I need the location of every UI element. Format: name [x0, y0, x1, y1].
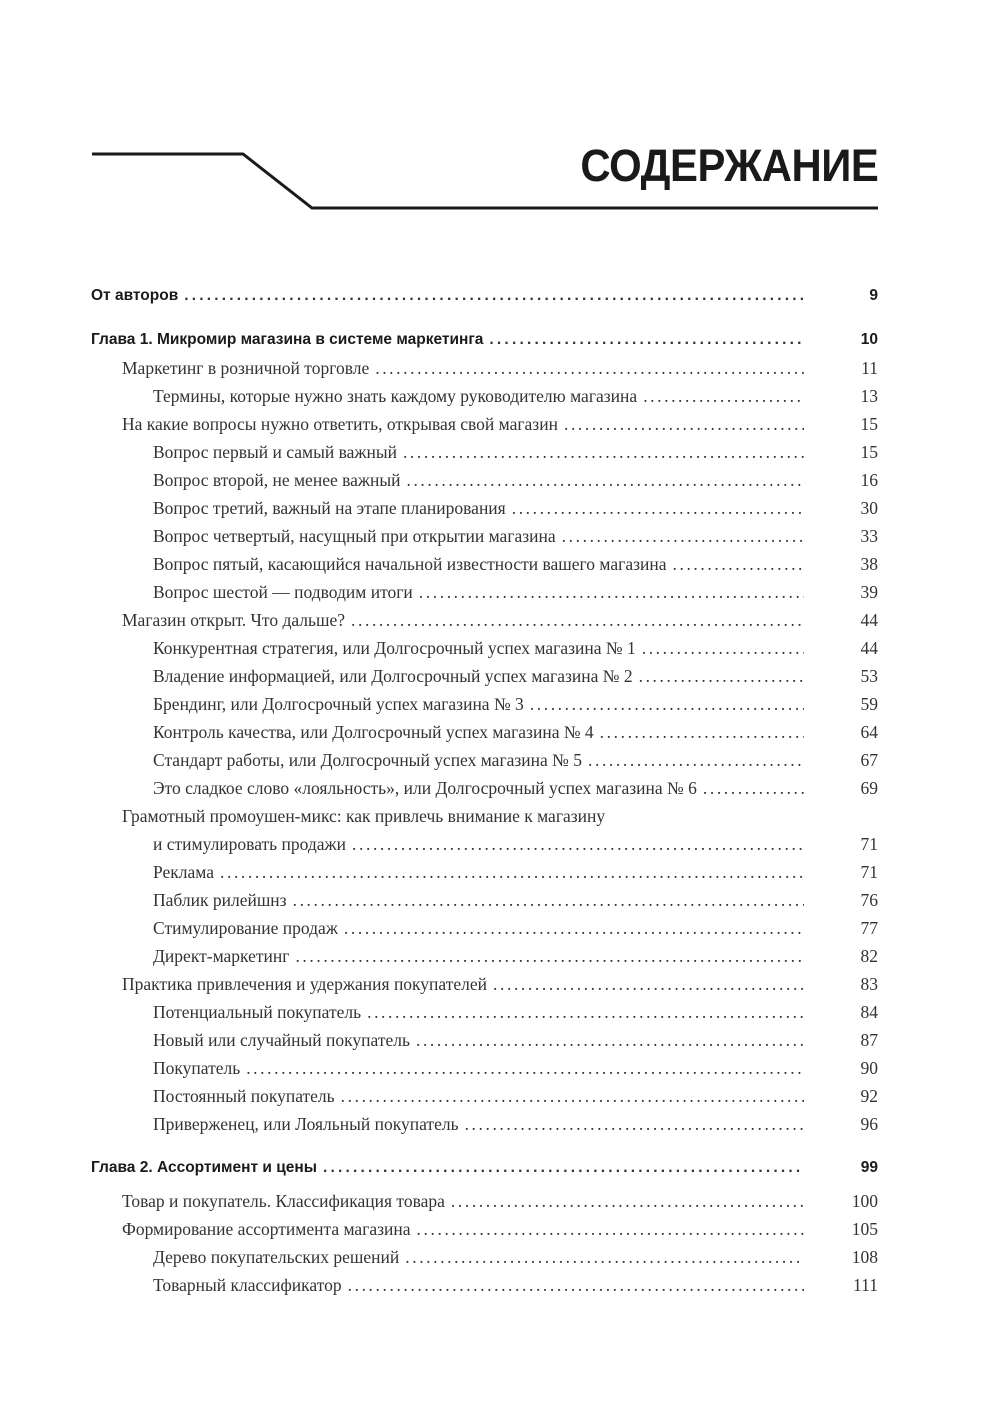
toc-entry-label: Реклама [153, 858, 220, 886]
toc-entry-label: Дерево покупательских решений [153, 1243, 405, 1271]
toc-entry-page: 100 [851, 1191, 878, 1211]
toc-entry-label: От авторов [91, 282, 184, 310]
toc-entry[interactable] [91, 998, 878, 1026]
toc-entry-label: Вопрос четвертый, насущный при открытии магазина [153, 522, 562, 550]
toc-entry[interactable] [91, 718, 878, 746]
toc-entry-page: 59 [860, 694, 878, 714]
toc-entry-page: 30 [860, 498, 878, 518]
toc-entry-page: 76 [860, 890, 878, 910]
toc-entry-label: Директ-маркетинг [153, 942, 295, 970]
toc-entry-page: 13 [860, 386, 878, 406]
toc-entry-page: 111 [853, 1275, 878, 1295]
toc-entry[interactable] [91, 522, 878, 550]
toc-entry-page: 92 [860, 1086, 878, 1106]
toc-entry-label: Товар и покупатель. Классификация товара [122, 1187, 451, 1215]
toc-entry-label: Приверженец, или Лояльный покупатель [153, 1110, 465, 1138]
toc-entry-label: Брендинг, или Долгосрочный успех магазина № 3 [153, 690, 530, 718]
toc-entry-label: Владение информацией, или Долгосрочный успех магазина № 2 [153, 662, 639, 690]
toc-entry[interactable] [91, 578, 878, 606]
leader-dots [493, 970, 804, 998]
leader-dots [323, 1154, 804, 1182]
leader-dots [588, 746, 804, 774]
toc-entry-page: 15 [860, 414, 878, 434]
toc-entry[interactable] [91, 774, 878, 802]
toc-entry[interactable] [91, 354, 878, 382]
leader-dots [348, 1271, 804, 1299]
toc-entry[interactable] [91, 410, 878, 438]
leader-dots [367, 998, 804, 1026]
toc-entry-label: Стимулирование продаж [153, 914, 344, 942]
leader-dots [416, 1026, 804, 1054]
toc-entry-label: Товарный классификатор [153, 1271, 348, 1299]
leader-dots [465, 1110, 804, 1138]
toc-entry-label: Формирование ассортимента магазина [122, 1215, 417, 1243]
toc-entry[interactable] [91, 438, 878, 466]
toc-entry-page: 71 [860, 834, 878, 854]
toc-entry-authors[interactable] [91, 282, 878, 310]
toc-entry[interactable] [91, 382, 878, 410]
toc-entry-page: 11 [861, 358, 878, 378]
toc-entry-page: 87 [860, 1030, 878, 1050]
leader-dots [295, 942, 804, 970]
toc-entry[interactable] [91, 550, 878, 578]
toc-entry-page: 69 [860, 778, 878, 798]
toc-entry[interactable] [91, 1215, 878, 1243]
leader-dots [419, 578, 804, 606]
toc-entry-page: 105 [851, 1219, 878, 1239]
toc-entry[interactable] [91, 746, 878, 774]
toc-entry-page: 96 [860, 1114, 878, 1134]
toc-entry-label: Покупатель [153, 1054, 246, 1082]
toc-entry-label: Термины, которые нужно знать каждому руководителю магазина [153, 382, 643, 410]
leader-dots [451, 1187, 804, 1215]
toc-entry-page: 53 [860, 666, 878, 686]
toc-entry-label: Это сладкое слово «лояльность», или Долгосрочный успех магазина № 6 [153, 774, 703, 802]
leader-dots [352, 830, 804, 858]
leader-dots [344, 914, 804, 942]
toc-entry[interactable] [91, 1026, 878, 1054]
leader-dots [564, 410, 804, 438]
leader-dots [600, 718, 804, 746]
toc-entry-label: Вопрос второй, не менее важный [153, 466, 406, 494]
toc-entry[interactable] [91, 858, 878, 886]
toc-entry-label: Вопрос шестой — подводим итоги [153, 578, 419, 606]
toc-entry-label: Вопрос пятый, касающийся начальной известности вашего магазина [153, 550, 673, 578]
toc-entry-page: 90 [860, 1058, 878, 1078]
page-title: СОДЕРЖАНИЕ [580, 140, 878, 191]
leader-dots [246, 1054, 804, 1082]
leader-dots [403, 438, 804, 466]
leader-dots [405, 1243, 804, 1271]
toc-entry-label: Новый или случайный покупатель [153, 1026, 416, 1054]
leader-dots [530, 690, 804, 718]
toc-entry-label: Вопрос третий, важный на этапе планирования [153, 494, 512, 522]
toc-entry-label: Практика привлечения и удержания покупателей [122, 970, 493, 998]
toc-entry[interactable] [91, 634, 878, 662]
leader-dots [703, 774, 804, 802]
toc-entry-page: 16 [860, 470, 878, 490]
toc-entry-label: Контроль качества, или Долгосрочный успех магазина № 4 [153, 718, 600, 746]
toc-entry-label: Глава 1. Микромир магазина в системе маркетинга [91, 326, 489, 354]
toc-entry-label: Глава 2. Ассортимент и цены [91, 1154, 323, 1182]
toc-entry-label: На какие вопросы нужно ответить, открывая свой магазин [122, 410, 564, 438]
toc-entry-label: Постоянный покупатель [153, 1082, 341, 1110]
toc-entry-page: 99 [860, 1159, 878, 1176]
toc-entry[interactable] [91, 1054, 878, 1082]
toc-chapter-2[interactable] [91, 1154, 878, 1182]
toc-entry[interactable] [91, 1271, 878, 1299]
toc-entry-page: 9 [869, 287, 878, 304]
toc-entry-label: Вопрос первый и самый важный [153, 438, 403, 466]
leader-dots [562, 522, 804, 550]
toc-entry[interactable] [91, 942, 878, 970]
toc-entry-label: Магазин открыт. Что дальше? [122, 606, 351, 634]
toc-entry[interactable] [91, 914, 878, 942]
toc-entry-page: 77 [860, 918, 878, 938]
leader-dots [351, 606, 804, 634]
toc-entry-page: 15 [860, 442, 878, 462]
toc-entry-page: 71 [860, 862, 878, 882]
toc-entry-page: 67 [860, 750, 878, 770]
table-of-contents [91, 282, 878, 1299]
leader-dots [639, 662, 804, 690]
toc-entry[interactable] [91, 662, 878, 690]
toc-entry-page: 83 [860, 974, 878, 994]
leader-dots [643, 382, 804, 410]
toc-entry[interactable] [91, 690, 878, 718]
toc-entry-page: 10 [860, 331, 878, 348]
toc-entry-page: 108 [851, 1247, 878, 1267]
toc-entry[interactable] [91, 886, 878, 914]
toc-entry-page: 38 [860, 554, 878, 574]
toc-entry-label: и стимулировать продажи [153, 830, 352, 858]
leader-dots [673, 550, 805, 578]
leader-dots [642, 634, 804, 662]
toc-entry[interactable] [91, 970, 878, 998]
leader-dots [341, 1082, 804, 1110]
toc-entry-page: 64 [860, 722, 878, 742]
leader-dots [512, 494, 804, 522]
toc-entry-page: 82 [860, 946, 878, 966]
toc-entry-label: Маркетинг в розничной торговле [122, 354, 375, 382]
toc-entry[interactable] [91, 494, 878, 522]
toc-entry[interactable] [91, 1082, 878, 1110]
toc-entry-page: 44 [860, 610, 878, 630]
toc-entry-label: Стандарт работы, или Долгосрочный успех магазина № 5 [153, 746, 588, 774]
toc-entry-page: 84 [860, 1002, 878, 1022]
toc-entry[interactable] [91, 1243, 878, 1271]
toc-entry-page: 33 [860, 526, 878, 546]
leader-dots [184, 282, 804, 310]
toc-entry[interactable] [91, 1187, 878, 1215]
header-decorative-rule [0, 0, 1000, 260]
toc-chapter-1[interactable] [91, 326, 878, 354]
leader-dots [375, 354, 804, 382]
leader-dots [293, 886, 804, 914]
toc-entry-page: 44 [860, 638, 878, 658]
toc-entry-page: 39 [860, 582, 878, 602]
toc-entry[interactable] [91, 466, 878, 494]
leader-dots [417, 1215, 804, 1243]
leader-dots [489, 326, 804, 354]
toc-entry[interactable] [91, 830, 878, 858]
leader-dots [220, 858, 804, 886]
toc-entry-label: Конкурентная стратегия, или Долгосрочный успех магазина № 1 [153, 634, 642, 662]
toc-entry-label: Паблик рилейшнз [153, 886, 293, 914]
toc-entry-label-line1[interactable]: Грамотный промоушен-микс: как привлечь внимание к магазину [122, 806, 606, 826]
leader-dots [406, 466, 804, 494]
toc-entry[interactable] [91, 1110, 878, 1138]
toc-entry-label: Потенциальный покупатель [153, 998, 367, 1026]
toc-entry[interactable] [91, 606, 878, 634]
